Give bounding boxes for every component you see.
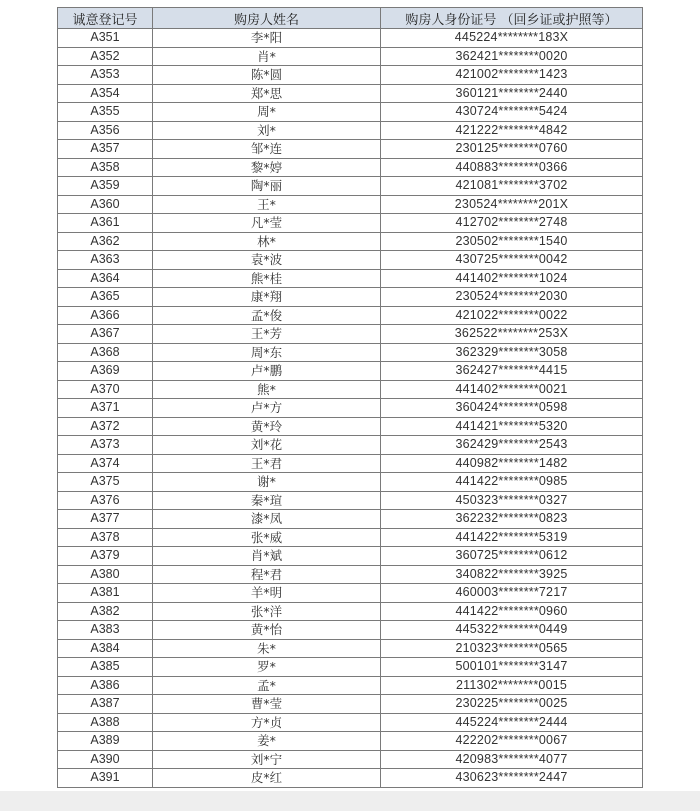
registration-number-cell: A365 [58, 288, 153, 307]
table-row [58, 584, 643, 603]
registration-number-cell: A362 [58, 232, 153, 251]
table-row [58, 695, 643, 714]
buyer-id-cell: 430725********0042 [381, 251, 643, 270]
registration-number-cell: A390 [58, 750, 153, 769]
table-row [58, 417, 643, 436]
registration-number-cell: A387 [58, 695, 153, 714]
buyer-name-cell: 肖* [153, 47, 381, 66]
table-row [58, 177, 643, 196]
buyer-name-cell: 羊*明 [153, 584, 381, 603]
buyer-name-cell: 刘* [153, 121, 381, 140]
registration-number-cell: A386 [58, 676, 153, 695]
buyer-name-cell: 黄*怡 [153, 621, 381, 640]
registration-number-cell: A391 [58, 769, 153, 788]
buyer-name-cell: 郑*思 [153, 84, 381, 103]
registration-number-cell: A358 [58, 158, 153, 177]
buyer-name-cell: 姜* [153, 732, 381, 751]
registration-number-cell: A382 [58, 602, 153, 621]
buyer-id-cell: 230524********201X [381, 195, 643, 214]
registration-number-cell: A370 [58, 380, 153, 399]
table-row [58, 436, 643, 455]
table-row [58, 399, 643, 418]
buyer-name-cell: 张*威 [153, 528, 381, 547]
registration-number-cell: A373 [58, 436, 153, 455]
buyer-id-cell: 421002********1423 [381, 66, 643, 85]
table-row [58, 732, 643, 751]
table-row [58, 251, 643, 270]
buyer-name-cell: 曹*莹 [153, 695, 381, 714]
table-row [58, 121, 643, 140]
registration-number-cell: A371 [58, 399, 153, 418]
buyer-name-cell: 李*阳 [153, 29, 381, 48]
registration-number-cell: A369 [58, 362, 153, 381]
buyer-name-cell: 孟* [153, 676, 381, 695]
buyer-id-cell: 460003********7217 [381, 584, 643, 603]
buyer-id-cell: 362427********4415 [381, 362, 643, 381]
registration-number-cell: A377 [58, 510, 153, 529]
table-row [58, 103, 643, 122]
table-header-row [58, 8, 643, 29]
buyer-name-cell: 王* [153, 195, 381, 214]
buyer-name-cell: 罗* [153, 658, 381, 677]
buyer-name-cell: 张*洋 [153, 602, 381, 621]
buyer-id-cell: 230524********2030 [381, 288, 643, 307]
registration-number-cell: A374 [58, 454, 153, 473]
table-row [58, 47, 643, 66]
table-row [58, 325, 643, 344]
buyer-id-cell: 441402********1024 [381, 269, 643, 288]
buyer-id-cell: 440982********1482 [381, 454, 643, 473]
buyer-name-cell: 凡*莹 [153, 214, 381, 233]
buyer-id-cell: 441421********5320 [381, 417, 643, 436]
buyer-name-cell: 黄*玲 [153, 417, 381, 436]
table-row [58, 195, 643, 214]
buyer-name-cell: 陶*丽 [153, 177, 381, 196]
table-row [58, 84, 643, 103]
table-row [58, 269, 643, 288]
buyer-id-cell: 360725********0612 [381, 547, 643, 566]
buyer-id-cell: 421222********4842 [381, 121, 643, 140]
buyer-id-cell: 421081********3702 [381, 177, 643, 196]
buyer-id-cell: 430623********2447 [381, 769, 643, 788]
table-row [58, 639, 643, 658]
buyer-name-cell: 熊*桂 [153, 269, 381, 288]
header-registration-number: 诚意登记号 [58, 8, 153, 29]
header-buyer-id-number: 购房人身份证号 （回乡证或护照等） [381, 8, 643, 29]
registration-number-cell: A389 [58, 732, 153, 751]
page-bottom-band [0, 791, 700, 811]
buyer-id-cell: 362329********3058 [381, 343, 643, 362]
buyer-name-cell: 皮*红 [153, 769, 381, 788]
buyer-id-cell: 500101********3147 [381, 658, 643, 677]
buyer-name-cell: 康*翔 [153, 288, 381, 307]
buyer-name-cell: 王*芳 [153, 325, 381, 344]
table-row [58, 621, 643, 640]
buyer-name-cell: 谢* [153, 473, 381, 492]
table-row [58, 454, 643, 473]
registration-number-cell: A360 [58, 195, 153, 214]
table-row [58, 214, 643, 233]
table-row [58, 750, 643, 769]
registration-number-cell: A388 [58, 713, 153, 732]
buyer-id-cell: 441422********0960 [381, 602, 643, 621]
registration-number-cell: A359 [58, 177, 153, 196]
buyer-id-cell: 362429********2543 [381, 436, 643, 455]
table-body [58, 29, 643, 788]
registration-number-cell: A351 [58, 29, 153, 48]
buyer-id-cell: 362421********0020 [381, 47, 643, 66]
buyer-name-cell: 卢*方 [153, 399, 381, 418]
table-row [58, 473, 643, 492]
buyer-id-cell: 440883********0366 [381, 158, 643, 177]
table-row [58, 528, 643, 547]
table-row [58, 676, 643, 695]
registration-number-cell: A383 [58, 621, 153, 640]
table-row [58, 288, 643, 307]
buyer-name-cell: 王*君 [153, 454, 381, 473]
header-buyer-name: 购房人姓名 [153, 8, 381, 29]
buyer-name-cell: 熊* [153, 380, 381, 399]
table-row [58, 232, 643, 251]
buyer-id-cell: 412702********2748 [381, 214, 643, 233]
buyer-name-cell: 卢*鹏 [153, 362, 381, 381]
buyer-id-cell: 362232********0823 [381, 510, 643, 529]
registration-number-cell: A376 [58, 491, 153, 510]
table-row [58, 602, 643, 621]
buyer-name-cell: 袁*波 [153, 251, 381, 270]
buyer-id-cell: 445224********2444 [381, 713, 643, 732]
buyer-id-cell: 441402********0021 [381, 380, 643, 399]
registration-number-cell: A375 [58, 473, 153, 492]
buyer-id-cell: 230125********0760 [381, 140, 643, 159]
registration-number-cell: A354 [58, 84, 153, 103]
buyer-name-cell: 程*君 [153, 565, 381, 584]
table-row [58, 380, 643, 399]
buyer-name-cell: 朱* [153, 639, 381, 658]
buyer-name-cell: 邹*连 [153, 140, 381, 159]
table-row [58, 306, 643, 325]
buyer-id-cell: 430724********5424 [381, 103, 643, 122]
registration-number-cell: A378 [58, 528, 153, 547]
buyer-id-cell: 421022********0022 [381, 306, 643, 325]
registration-number-cell: A381 [58, 584, 153, 603]
buyer-name-cell: 刘*宁 [153, 750, 381, 769]
buyer-id-cell: 362522********253X [381, 325, 643, 344]
registration-table [57, 7, 643, 788]
buyer-id-cell: 441422********5319 [381, 528, 643, 547]
registration-number-cell: A355 [58, 103, 153, 122]
buyer-id-cell: 210323********0565 [381, 639, 643, 658]
buyer-name-cell: 方*贞 [153, 713, 381, 732]
registration-number-cell: A372 [58, 417, 153, 436]
table-row [58, 510, 643, 529]
registration-number-cell: A364 [58, 269, 153, 288]
table-row [58, 29, 643, 48]
table-row [58, 565, 643, 584]
buyer-id-cell: 340822********3925 [381, 565, 643, 584]
registration-number-cell: A366 [58, 306, 153, 325]
buyer-id-cell: 441422********0985 [381, 473, 643, 492]
buyer-id-cell: 422202********0067 [381, 732, 643, 751]
table-row [58, 713, 643, 732]
registration-number-cell: A368 [58, 343, 153, 362]
buyer-name-cell: 林* [153, 232, 381, 251]
buyer-id-cell: 230225********0025 [381, 695, 643, 714]
table-row [58, 658, 643, 677]
buyer-id-cell: 420983********4077 [381, 750, 643, 769]
buyer-id-cell: 450323********0327 [381, 491, 643, 510]
table-row [58, 158, 643, 177]
registration-number-cell: A356 [58, 121, 153, 140]
registration-number-cell: A380 [58, 565, 153, 584]
table-row [58, 66, 643, 85]
buyer-name-cell: 肖*斌 [153, 547, 381, 566]
registration-number-cell: A384 [58, 639, 153, 658]
buyer-name-cell: 孟*俊 [153, 306, 381, 325]
buyer-id-cell: 360121********2440 [381, 84, 643, 103]
buyer-name-cell: 漆*凤 [153, 510, 381, 529]
buyer-name-cell: 周*东 [153, 343, 381, 362]
buyer-id-cell: 445322********0449 [381, 621, 643, 640]
registration-number-cell: A363 [58, 251, 153, 270]
buyer-name-cell: 周* [153, 103, 381, 122]
registration-number-cell: A385 [58, 658, 153, 677]
registration-number-cell: A353 [58, 66, 153, 85]
buyer-name-cell: 秦*瑄 [153, 491, 381, 510]
table-row [58, 140, 643, 159]
buyer-id-cell: 445224********183X [381, 29, 643, 48]
registration-number-cell: A361 [58, 214, 153, 233]
buyer-name-cell: 陈*圆 [153, 66, 381, 85]
registration-number-cell: A352 [58, 47, 153, 66]
registration-number-cell: A379 [58, 547, 153, 566]
table-row [58, 769, 643, 788]
registration-number-cell: A357 [58, 140, 153, 159]
buyer-name-cell: 黎*婷 [153, 158, 381, 177]
table-row [58, 547, 643, 566]
table-row [58, 362, 643, 381]
table-row [58, 343, 643, 362]
buyer-name-cell: 刘*花 [153, 436, 381, 455]
table-row [58, 491, 643, 510]
buyer-id-cell: 360424********0598 [381, 399, 643, 418]
buyer-id-cell: 230502********1540 [381, 232, 643, 251]
buyer-id-cell: 211302********0015 [381, 676, 643, 695]
registration-number-cell: A367 [58, 325, 153, 344]
